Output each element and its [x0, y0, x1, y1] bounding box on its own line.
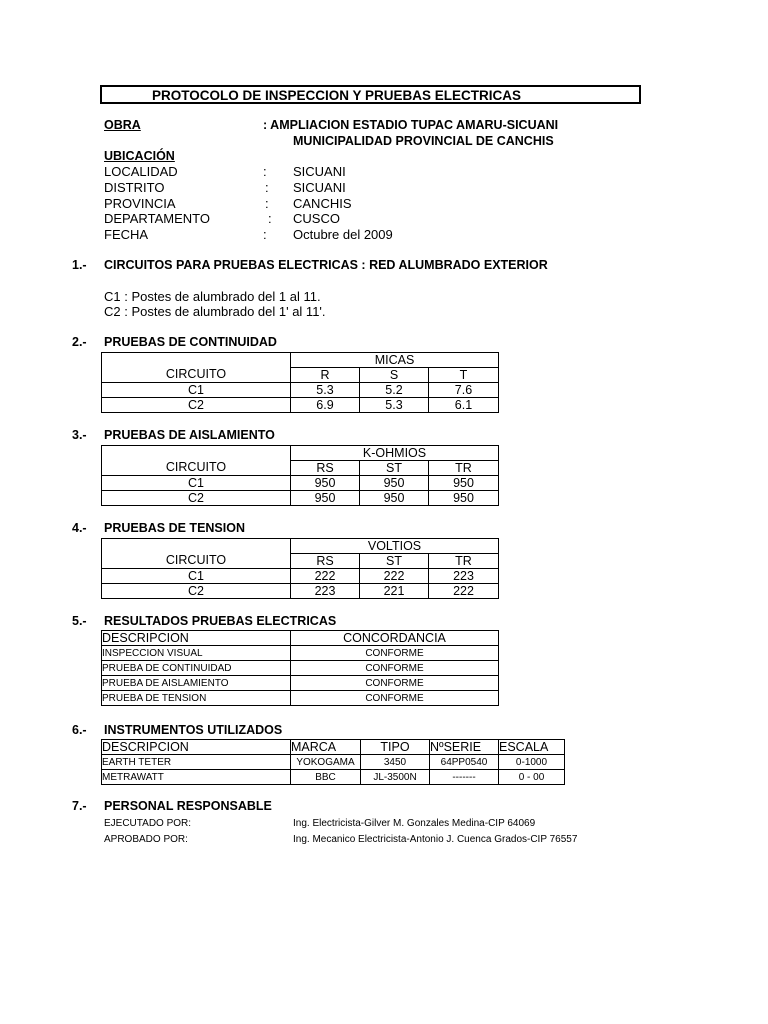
table-row [102, 584, 499, 599]
field-value: Octubre del 2009 [293, 227, 393, 242]
column-header: R [291, 368, 360, 383]
document-title: PROTOCOLO DE INSPECCION Y PRUEBAS ELECTRICAS [152, 88, 522, 103]
table-cell: 6.1 [429, 398, 499, 413]
table-cell: ------- [430, 770, 499, 785]
table-cell: INSPECCION VISUAL [102, 646, 291, 661]
column-header: DESCRIPCION [102, 631, 291, 646]
section-number: 1.- [72, 258, 87, 272]
column-header: ESCALA [499, 740, 565, 755]
field-sep: : [263, 227, 267, 242]
table-row [102, 554, 499, 569]
unit-header: K-OHMIOS [291, 446, 499, 461]
column-header: ST [360, 461, 429, 476]
section-title: PRUEBAS DE CONTINUIDAD [104, 335, 277, 349]
table-cell: 7.6 [429, 383, 499, 398]
table-cell [102, 539, 291, 554]
field-value: SICUANI [293, 180, 346, 195]
table-cell: PRUEBA DE TENSION [102, 691, 291, 706]
table-cell: JL-3500N [361, 770, 430, 785]
table-cell: 0 - 00 [499, 770, 565, 785]
table-cell: CONFORME [291, 691, 499, 706]
table-cell: YOKOGAMA [291, 755, 361, 770]
table-row [102, 631, 499, 646]
column-header: TR [429, 461, 499, 476]
field-label: PROVINCIA [104, 196, 176, 211]
table-row [102, 398, 499, 413]
executed-by-label: EJECUTADO POR: [104, 818, 192, 829]
section-title: PERSONAL RESPONSABLE [104, 799, 272, 813]
table-cell: 950 [429, 476, 499, 491]
table-row [102, 661, 499, 676]
section-number: 5.- [72, 614, 87, 628]
table-cell: 950 [291, 491, 360, 506]
section-title: RESULTADOS PRUEBAS ELECTRICAS [104, 614, 337, 628]
table-row [102, 755, 565, 770]
table-row [102, 446, 499, 461]
executed-by-value: Ing. Electricista-Gilver M. Gonzales Medina-CIP 64069 [293, 818, 536, 829]
column-header: MARCA [291, 740, 361, 755]
approved-by-value: Ing. Mecanico Electricista-Antonio J. Cuenca Grados-CIP 76557 [293, 834, 578, 845]
table-row [102, 539, 499, 554]
table-cell: 222 [429, 584, 499, 599]
section-title: INSTRUMENTOS UTILIZADOS [104, 723, 283, 737]
table-cell: 5.3 [360, 398, 429, 413]
title-box [100, 85, 641, 104]
continuity-table [101, 352, 499, 413]
table-cell: BBC [291, 770, 361, 785]
section-title: PRUEBAS DE AISLAMIENTO [104, 428, 275, 442]
table-cell: 950 [429, 491, 499, 506]
table-row [102, 476, 499, 491]
field-label: DEPARTAMENTO [104, 211, 210, 226]
table-cell: 222 [360, 569, 429, 584]
unit-header: VOLTIOS [291, 539, 499, 554]
table-cell [102, 446, 291, 461]
obra-label: OBRA [104, 118, 141, 132]
field-label: LOCALIDAD [104, 164, 178, 179]
field-label: FECHA [104, 227, 149, 242]
results-table [101, 630, 499, 706]
table-cell: C1 [102, 383, 291, 398]
unit-header: MICAS [291, 353, 499, 368]
table-cell: C2 [102, 491, 291, 506]
table-cell: 64PP0540 [430, 755, 499, 770]
column-header: NºSERIE [430, 740, 499, 755]
field-value: SICUANI [293, 164, 346, 179]
table-cell: EARTH TETER [102, 755, 291, 770]
instruments-table [101, 739, 565, 785]
table-row [102, 740, 565, 755]
column-header: RS [291, 461, 360, 476]
field-sep: : [263, 164, 267, 179]
field-label: DISTRITO [104, 180, 165, 195]
section-number: 2.- [72, 335, 87, 349]
section-title: CIRCUITOS PARA PRUEBAS ELECTRICAS : RED ALUMBRADO EXTERIOR [104, 258, 548, 272]
field-value: CANCHIS [293, 196, 352, 211]
table-cell: CONFORME [291, 646, 499, 661]
table-row [102, 383, 499, 398]
section-number: 6.- [72, 723, 87, 737]
table-cell: 5.2 [360, 383, 429, 398]
table-row [102, 676, 499, 691]
table-cell: 950 [291, 476, 360, 491]
circuit-header: CIRCUITO [102, 554, 291, 569]
column-header: S [360, 368, 429, 383]
column-header: T [429, 368, 499, 383]
table-cell: 223 [429, 569, 499, 584]
table-cell: 5.3 [291, 383, 360, 398]
table-cell: C2 [102, 584, 291, 599]
table-cell: 950 [360, 476, 429, 491]
table-row [102, 368, 499, 383]
column-header: ST [360, 554, 429, 569]
table-row [102, 646, 499, 661]
table-row [102, 353, 499, 368]
column-header: DESCRIPCION [102, 740, 291, 755]
table-cell: 222 [291, 569, 360, 584]
insulation-table [101, 445, 499, 506]
circuit-header: CIRCUITO [102, 368, 291, 383]
circuit-header: CIRCUITO [102, 461, 291, 476]
table-cell: 950 [360, 491, 429, 506]
table-cell: C1 [102, 476, 291, 491]
table-cell: C2 [102, 398, 291, 413]
table-cell: C1 [102, 569, 291, 584]
section-number: 3.- [72, 428, 87, 442]
circuit-description: C1 : Postes de alumbrado del 1 al 11. [104, 289, 321, 304]
section-number: 7.- [72, 799, 87, 813]
table-cell: PRUEBA DE AISLAMIENTO [102, 676, 291, 691]
voltage-table [101, 538, 499, 599]
column-header: CONCORDANCIA [291, 631, 499, 646]
circuit-description: C2 : Postes de alumbrado del 1' al 11'. [104, 304, 326, 319]
approved-by-label: APROBADO POR: [104, 834, 188, 845]
obra-value-1: : AMPLIACION ESTADIO TUPAC AMARU-SICUANI [263, 118, 559, 132]
column-header: TR [429, 554, 499, 569]
table-row [102, 691, 499, 706]
table-cell [102, 353, 291, 368]
table-row [102, 770, 565, 785]
field-sep: : [265, 180, 269, 195]
table-cell: 221 [360, 584, 429, 599]
table-cell: METRAWATT [102, 770, 291, 785]
table-cell: 223 [291, 584, 360, 599]
section-number: 4.- [72, 521, 87, 535]
table-cell: CONFORME [291, 661, 499, 676]
table-row [102, 491, 499, 506]
table-cell: 3450 [361, 755, 430, 770]
column-header: TIPO [361, 740, 430, 755]
ubicacion-label: UBICACIÓN [104, 149, 175, 163]
field-sep: : [268, 211, 272, 226]
table-cell: PRUEBA DE CONTINUIDAD [102, 661, 291, 676]
table-cell: CONFORME [291, 676, 499, 691]
column-header: RS [291, 554, 360, 569]
table-cell: 6.9 [291, 398, 360, 413]
table-row [102, 461, 499, 476]
section-title: PRUEBAS DE TENSION [104, 521, 245, 535]
table-row [102, 569, 499, 584]
table-cell: 0-1000 [499, 755, 565, 770]
obra-value-2: MUNICIPALIDAD PROVINCIAL DE CANCHIS [293, 134, 554, 148]
field-value: CUSCO [293, 211, 340, 226]
field-sep: : [265, 196, 269, 211]
